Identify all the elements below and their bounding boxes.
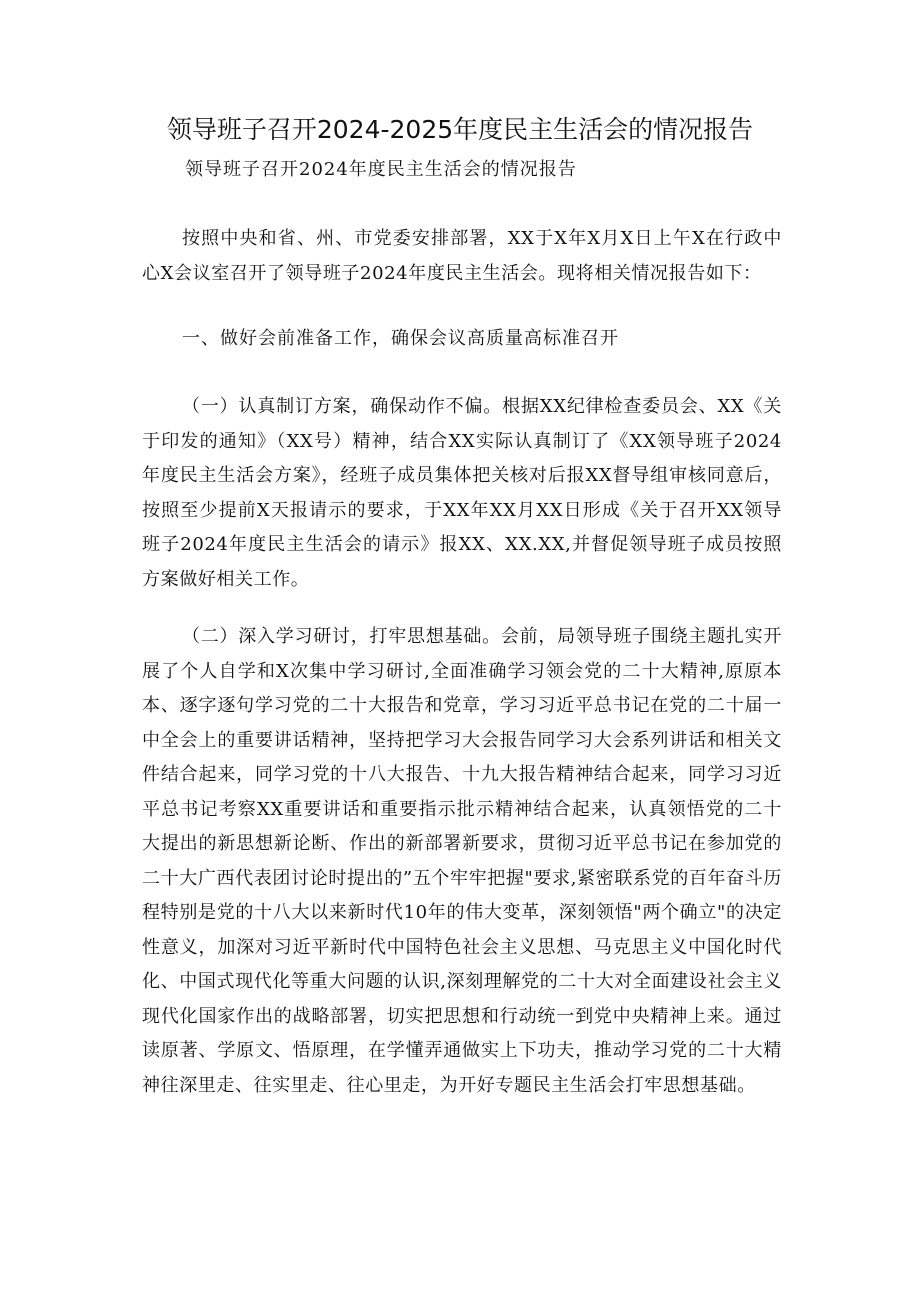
document-subtitle: 领导班子召开2024年度民主生活会的情况报告 xyxy=(185,159,577,180)
section-heading: 一、做好会前准备工作，确保会议高质量高标准召开 xyxy=(182,328,619,349)
document-title: 领导班子召开2024-2025年度民主生活会的情况报告 xyxy=(166,115,754,144)
intro-paragraph: 按照中央和省、州、市党委安排部署，XX于X年X月X日上午X在行政中心X会议室召开了领导班子2024年度民主生活会。现将相关情况报告如下： xyxy=(142,228,782,284)
body-paragraph-1: （一）认真制订方案，确保动作不偏。根据XX纪律检查委员会、XX《关于印发的通知》（XX号）精神，结合XX实际认真制订了《XX领导班子2024年度民主生活会方案》，经班子成员集体把关核对后报XX督导组审核同意后，按照至少提前X天报请示的要求，于XX年XX月XX日形成《关于召开XX领导班子2024年度民主生活会的请示》报XX、XX.XX,并督促领导班子成员按照方案做好相关工作。 xyxy=(142,396,782,590)
body-paragraph-2: （二）深入学习研讨，打牢思想基础。会前，局领导班子围绕主题扎实开展了个人自学和X次集中学习研讨,全面准确学习领会党的二十大精神,原原本本、逐字逐句学习党的二十大报告和党章，学习习近平总书记在党的二十届一中全会上的重要讲话精神，坚持把学习大会报告同学习大会系列讲话和相关文件结合起来，同学习党的十八大报告、十九大报告精神结合起来，同学习习近平总书记考察XX重要讲话和重要指示批示精神结合起来，认真领悟党的二十大提出的新思想新论断、作出的新部署新要求，贯彻习近平总书记在参加党的二十大广西代表团讨论时提出的”五个牢牢把握"要求,紧密联系党的百年奋斗历程特别是党的十八大以来新时代10年的伟大变革，深刻领悟"两个确立"的决定性意义，加深对习近平新时代中国特色社会主义思想、马克思主义中国化时代化、中国式现代化等重大问题的认识,深刻理解党的二十大对全面建设社会主义现代化国家作出的战略部署，切实把思想和行动统一到党中央精神上来。通过读原著、学原文、悟原理，在学懂弄通做实上下功夫，推动学习党的二十大精神往深里走、往实里走、往心里走，为开好专题民主生活会打牢思想基础。 xyxy=(142,626,782,1096)
